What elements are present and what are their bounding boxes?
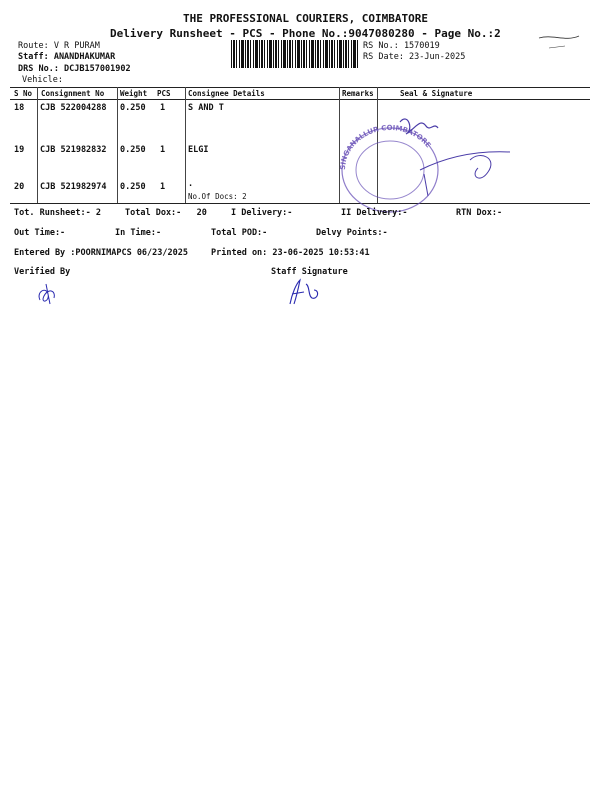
rs-date: RS Date: 23-Jun-2025 [363, 52, 466, 62]
staff-label: Staff: ANANDHAKUMAR [18, 52, 116, 62]
row-sno: 19 [14, 145, 25, 155]
drs-number: DRS No.: DCJB157001902 [18, 64, 131, 74]
barcode-image [231, 40, 359, 68]
row-weight: 0.250 [120, 182, 146, 192]
col-header-pcs: PCS [157, 89, 171, 98]
pen-marks [535, 28, 585, 58]
i-delivery: I Delivery:- [231, 208, 293, 218]
total-pod: Total POD:- [211, 228, 268, 238]
row-consignment: CJB 521982832 [40, 145, 107, 155]
vehicle-label: Vehicle: [22, 75, 63, 85]
row-weight: 0.250 [120, 103, 146, 113]
staff-signature [284, 276, 324, 308]
col-header-remarks: Remarks [342, 89, 374, 98]
row-sno: 18 [14, 103, 25, 113]
col-header-consignment: Consignment No [41, 89, 105, 98]
tot-runsheet: Tot. Runsheet:- 2 [14, 208, 101, 218]
row-pcs: 1 [160, 182, 166, 192]
company-title: THE PROFESSIONAL COURIERS, COIMBATORE [183, 12, 429, 25]
row-pcs: 1 [160, 103, 166, 113]
row-sno: 20 [14, 182, 25, 192]
staff-signature-label: Staff Signature [271, 267, 348, 277]
rs-number: RS No.: 1570019 [363, 41, 440, 51]
rtn-dox: RTN Dox:- [456, 208, 503, 218]
row-pcs: 1 [160, 145, 166, 155]
row-consignee: S AND T [188, 103, 224, 113]
row-weight: 0.250 [120, 145, 146, 155]
row-consignment: CJB 522004288 [40, 103, 107, 113]
handwritten-signature [380, 100, 520, 210]
route-label: Route: V R PURAM [18, 41, 100, 51]
verified-by-label: Verified By [14, 267, 71, 277]
ii-delivery: II Delivery:- [341, 208, 408, 218]
out-time: Out Time:- [14, 228, 66, 238]
verified-signature [34, 282, 64, 306]
col-header-seal: Seal & Signature [400, 89, 473, 98]
entered-by: Entered By :POORNIMAPCS 06/23/2025 [14, 248, 188, 258]
row-consignee: ELGI [188, 145, 209, 155]
col-header-consignee: Consignee Details [188, 89, 265, 98]
col-divider [117, 87, 118, 203]
col-divider [185, 87, 186, 203]
col-header-sno: S No [14, 89, 33, 98]
row-consignee: . [188, 179, 194, 189]
stamp-ring-text: SINGANALLUR COIMBATORE [338, 123, 433, 171]
printed-on: Printed on: 23-06-2025 10:53:41 [211, 248, 370, 258]
in-time: In Time:- [115, 228, 162, 238]
col-header-weight: Weight [120, 89, 148, 98]
docs-count: No.Of Docs: 2 [188, 192, 247, 201]
table-top-border [10, 87, 590, 88]
delvy-points: Delvy Points:- [316, 228, 388, 238]
col-divider [37, 87, 38, 203]
total-dox: Total Dox:- 20 [125, 208, 207, 218]
runsheet-subtitle: Delivery Runsheet - PCS - Phone No.:9047080280 - Page No.:2 [110, 27, 501, 40]
row-consignment: CJB 521982974 [40, 182, 107, 192]
